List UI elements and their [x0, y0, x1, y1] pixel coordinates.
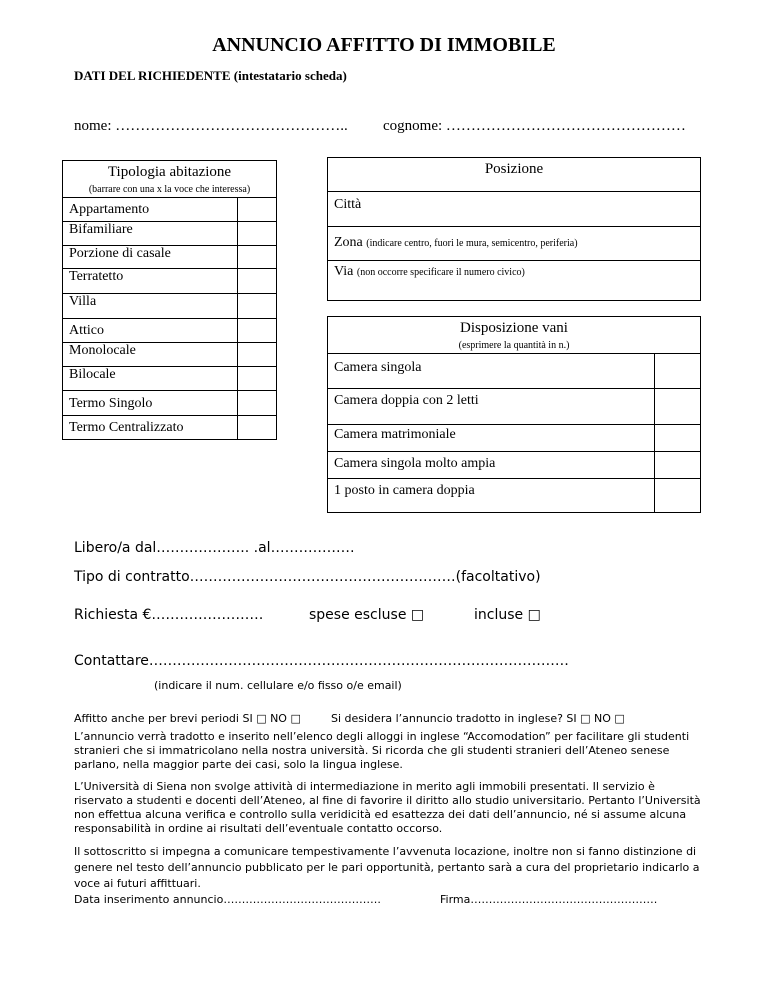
document-title: ANNUNCIO AFFITTO DI IMMOBILE	[212, 34, 556, 56]
tipologia-checkbox[interactable]	[238, 294, 277, 319]
tipologia-checkbox[interactable]	[238, 367, 277, 391]
tipologia-checkbox[interactable]	[238, 319, 277, 343]
tipologia-checkbox[interactable]	[238, 343, 277, 367]
tipologia-item: Attico	[63, 319, 238, 343]
tipologia-item: Monolocale	[63, 343, 238, 367]
tipologia-item: Bilocale	[63, 367, 238, 391]
firma-field[interactable]: Firma……………………………………………	[440, 893, 658, 906]
citta-label: Città	[334, 197, 362, 212]
disposizione-item: Camera doppia con 2 letti	[328, 389, 655, 425]
disposizione-quantity[interactable]	[655, 389, 701, 425]
cognome-field[interactable]: cognome: …………………………………………	[383, 118, 686, 134]
posizione-header	[328, 158, 701, 192]
paragraph-disclaimer: L’Università di Siena non svolge attività di intermediazione in merito agli immobili presentati. Il servizio è riservato a studenti e docenti dell’Ateneo, al fine di favorire il diritto allo studio universitario. Pertanto l’Università non effettua alcuna verifica e controllo sulla veridicità ed esattezza dei dati dell’annuncio, né si assume alcuna responsabilità in ordine ai risultati dell’eventuale contatto occorso.	[74, 780, 701, 835]
via-label: Via	[334, 264, 354, 279]
disposizione-quantity[interactable]	[655, 479, 701, 513]
disposizione-item: Camera matrimoniale	[328, 425, 655, 452]
disposizione-quantity[interactable]	[655, 425, 701, 452]
tipologia-item: Porzione di casale	[63, 246, 238, 269]
tipologia-item: Termo Singolo	[63, 391, 238, 416]
contattare-field[interactable]: Contattare………………………………………………………………………………	[74, 653, 569, 669]
tipologia-item: Bifamiliare	[63, 222, 238, 246]
zona-field[interactable]	[328, 227, 701, 261]
tipologia-item: Appartamento	[63, 198, 238, 222]
citta-field[interactable]	[328, 192, 701, 227]
disposizione-title: Disposizione vani	[460, 320, 568, 336]
tipologia-checkbox[interactable]	[238, 222, 277, 246]
disposizione-quantity[interactable]	[655, 452, 701, 479]
tipologia-item: Villa	[63, 294, 238, 319]
tipologia-title: Tipologia abitazione	[107, 164, 232, 180]
tradotto-option[interactable]: Si desidera l’annuncio tradotto in inglese? SI □ NO □	[331, 712, 625, 725]
tipologia-table	[62, 160, 277, 440]
disposizione-header	[328, 317, 701, 354]
section-subtitle: DATI DEL RICHIEDENTE (intestatario scheda)	[74, 68, 347, 83]
brevi-periodi-option[interactable]: Affitto anche per brevi periodi SI □ NO □	[74, 712, 301, 725]
tipologia-note: (barrare con una x la voce che interessa)	[88, 184, 251, 195]
disposizione-note: (esprimere la quantità in n.)	[458, 340, 570, 351]
nome-field[interactable]: nome: ………………………………………..	[74, 118, 348, 134]
via-note: (non occorre specificare il numero civico)	[356, 267, 525, 278]
disposizione-quantity[interactable]	[655, 354, 701, 389]
via-field[interactable]	[328, 261, 701, 301]
contattare-note: (indicare il num. cellulare e/o fisso o/e email)	[154, 679, 402, 692]
tipologia-item: Terratetto	[63, 269, 238, 294]
richiesta-field[interactable]: Richiesta €……………………	[74, 607, 264, 623]
libero-dal-field[interactable]: Libero/a dal……………….. .al………………	[74, 540, 355, 556]
data-inserimento-field[interactable]: Data inserimento annuncio…………………………………….	[74, 893, 381, 906]
tipologia-header	[63, 161, 277, 198]
tipo-contratto-field[interactable]: Tipo di contratto…………………………………………………(facoltativo)	[74, 569, 541, 585]
paragraph-translation: L’annuncio verrà tradotto e inserito nell’elenco degli alloggi in inglese “Accomodation” per facilitare gli studenti stranieri che si immatricolano nella nostra università. Si ricorda che gli studenti stranieri dell’Ateneo senese parlano, nella maggior parte dei casi, solo la lingua inglese.	[74, 730, 690, 771]
tipologia-item: Termo Centralizzato	[63, 416, 238, 440]
disposizione-table	[327, 316, 701, 513]
tipologia-checkbox[interactable]	[238, 246, 277, 269]
zona-label: Zona	[334, 235, 363, 250]
disposizione-item: Camera singola molto ampia	[328, 452, 655, 479]
disposizione-item: 1 posto in camera doppia	[328, 479, 655, 513]
spese-escluse-checkbox[interactable]: spese escluse □	[309, 607, 425, 623]
spese-incluse-checkbox[interactable]: incluse □	[474, 607, 541, 623]
tipologia-checkbox[interactable]	[238, 416, 277, 440]
tipologia-checkbox[interactable]	[238, 269, 277, 294]
posizione-table	[327, 157, 701, 301]
disposizione-item: Camera singola	[328, 354, 655, 389]
posizione-title: Posizione	[484, 161, 544, 177]
tipologia-checkbox[interactable]	[238, 198, 277, 222]
paragraph-commitment: Il sottoscritto si impegna a comunicare tempestivamente l’avvenuta locazione, inoltre non si fanno distinzione di genere nel testo dell’annuncio pubblicato per le pari opportunità, pertanto sarà a cura del proprietario indicarlo a voce ai futuri affittuari.	[74, 845, 700, 890]
tipologia-checkbox[interactable]	[238, 391, 277, 416]
zona-note: (indicare centro, fuori le mura, semicentro, periferia)	[366, 238, 578, 249]
